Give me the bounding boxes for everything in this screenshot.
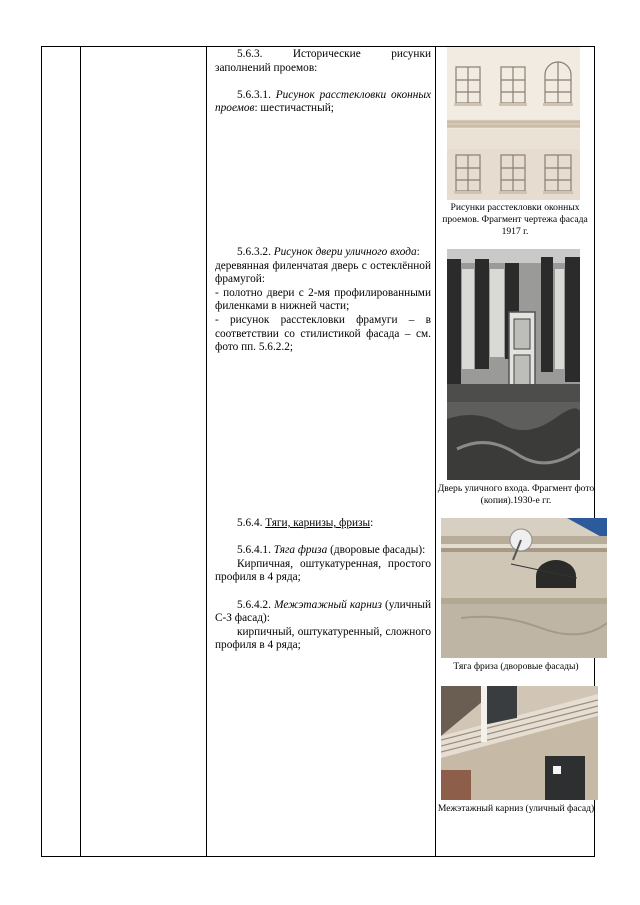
door-photo-image [447,249,580,480]
section-door [215,246,431,355]
table-divider-1 [80,47,81,856]
caption-cornice: Межэтажный карниз (уличный фасад) [437,803,595,814]
door-item-heading: 5.6.3.2. Рисунок двери уличного входа: [237,246,420,258]
caption-door: Дверь уличного входа. Фрагмент фото (копия).1930-е гг. [437,483,595,506]
table-divider-2 [206,47,207,856]
cornice-item: 5.6.4.2. Межэтажный карниз (уличный С-З фасад): [215,598,431,625]
cornices-heading: 5.6.4. Тяги, карнизы, фризы: [237,517,374,529]
cornice-photo-image [441,686,598,800]
frieze-description: Кирпичная, оштукатуренная, простого профиля в 4 ряда; [215,557,431,584]
caption-windows: Рисунки расстекловки оконных проемов. Фрагмент чертежа фасада 1917 г. [442,202,588,237]
door-line-1: деревянная филенчатая дверь с остеклённой фрамугой: [215,259,431,286]
door-line-3: - рисунок расстекловки фрамуги – в соответствии со стилистикой фасада – см. фото пп. 5.6.2.2; [215,313,431,354]
windows-pattern-item: 5.6.3.1. Рисунок расстекловки оконных проемов: шестичастный; [215,88,431,115]
section-windows [215,48,431,116]
windows-heading: 5.6.3. Исторические рисунки заполнений проемов: [215,48,431,74]
facade-drawing-image [447,47,580,200]
caption-frieze: Тяга фриза (дворовые фасады) [453,661,579,672]
table-divider-3 [435,47,436,856]
section-cornices [215,517,431,653]
frieze-photo-image [441,518,607,658]
cornice-description: кирпичный, оштукатуренный, сложного профиля в 4 ряда; [215,625,431,652]
frieze-item: 5.6.4.1. Тяга фриза (дворовые фасады): [237,544,426,557]
door-line-2: - полотно двери с 2-мя профилированными филенками в нижней части; [215,286,431,313]
